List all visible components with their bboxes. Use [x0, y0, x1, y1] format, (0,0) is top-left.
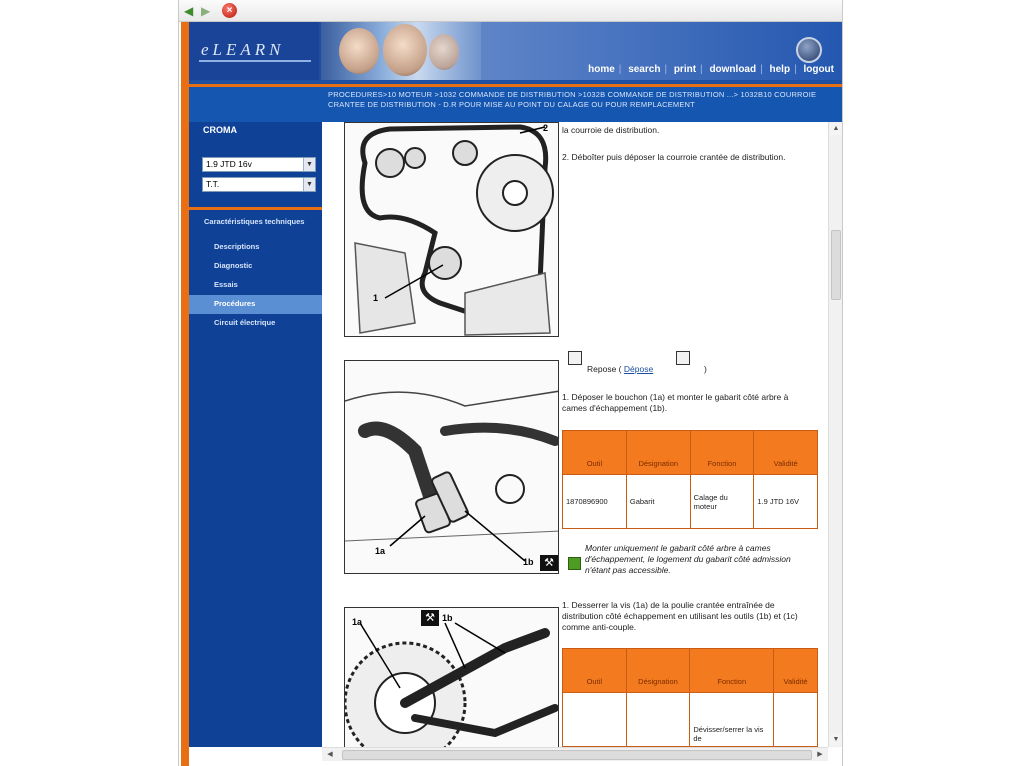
sidebar-item-diagnostic[interactable]: Diagnostic: [214, 261, 253, 270]
sidebar-item-caracteristiques[interactable]: Caractéristiques techniques: [204, 217, 305, 226]
sidebar-header: [189, 87, 322, 122]
depose-icon: [676, 351, 690, 365]
header-photo: [321, 22, 481, 80]
table-cell: Dévisser/serrer la vis de: [690, 693, 774, 747]
table-header: Validité: [754, 431, 818, 475]
tools-table: [562, 430, 818, 529]
brand-badge-icon: [796, 37, 822, 63]
table-cell: Calage du moteur: [690, 475, 754, 529]
scroll-thumb[interactable]: [342, 750, 812, 760]
table-header: Fonction: [690, 649, 774, 693]
wrench-icon: ⚒: [540, 555, 558, 571]
note-text: Monter uniquement le gabarit côté arbre à cames d'échappement, le logement du gabarit côté admission n'étant pas accessible.: [585, 543, 791, 575]
table-row: [563, 475, 818, 529]
table-cell: Gabarit: [626, 475, 690, 529]
forward-arrow-icon[interactable]: ▶: [201, 4, 211, 18]
left-orange-band: [181, 22, 189, 766]
repose-close: ): [704, 364, 707, 374]
sidebar-item-procedures[interactable]: Procédures: [189, 295, 322, 314]
chevron-down-icon[interactable]: ▼: [303, 178, 315, 191]
sidebar-menu: [189, 213, 322, 333]
step-text: 1. Desserrer la vis (1a) de la poulie crantée entraînée de distribution côté échappement en utilisant les outils (1b) et (1c) comme anti-couple.: [562, 600, 798, 632]
table-cell: 1870896900: [563, 475, 627, 529]
step-text: 1. Déposer le bouchon (1a) et monter le gabarit côté arbre à cames d'échappement (1b).: [562, 392, 789, 413]
sidebar: [189, 87, 322, 747]
table-cell: [774, 693, 818, 747]
model-title: CROMA: [203, 125, 237, 135]
table-cell: 1.9 JTD 16V: [754, 475, 818, 529]
table-row: [563, 693, 818, 747]
scroll-up-icon[interactable]: ▲: [830, 123, 842, 135]
callout-1b: 1b: [523, 557, 534, 567]
vertical-scrollbar[interactable]: [828, 122, 842, 747]
pulley-illustration: [345, 608, 559, 747]
print-link[interactable]: print: [673, 64, 697, 75]
face-image: [383, 24, 427, 76]
tools-table: [562, 648, 818, 747]
wrench-icon: ⚒: [421, 610, 439, 626]
step-text: 2. Déboîter puis déposer la courroie crantée de distribution.: [562, 152, 786, 162]
timing-belt-diagram: [344, 122, 559, 337]
back-arrow-icon[interactable]: ◀: [184, 4, 194, 18]
callout-1a: 1a: [375, 546, 386, 556]
table-header: Désignation: [626, 431, 690, 475]
scroll-right-icon[interactable]: ▶: [817, 751, 823, 758]
stop-icon[interactable]: ×: [222, 3, 237, 18]
browser-frame: [178, 0, 843, 766]
home-link[interactable]: home: [588, 64, 615, 75]
table-header: Outil: [563, 649, 627, 693]
table-header: Outil: [563, 431, 627, 475]
scroll-left-icon[interactable]: ◀: [327, 751, 333, 758]
step-text: la courroie de distribution.: [562, 125, 660, 135]
breadcrumb[interactable]: PROCEDURES>10 MOTEUR >1032 COMMANDE DE DISTRIBUTION >1032B COMMANDE DE DISTRIBUTION ...> 1032B10 COURROIE CRANTEE DE DISTRIBUTION - D.R POUR MISE AU POINT DU CALAGE OU POUR REMPLACEMENT: [322, 87, 842, 122]
type-select[interactable]: [202, 177, 316, 192]
scroll-thumb[interactable]: [831, 230, 841, 300]
logo-underline: [199, 60, 311, 62]
timing-belt-illustration: [345, 123, 559, 337]
callout-1b: 1b: [442, 613, 453, 623]
type-select-value: T.T.: [206, 179, 220, 189]
engine-select[interactable]: [202, 157, 316, 172]
pulley-diagram: [344, 607, 559, 747]
callout-2: 2: [543, 123, 549, 133]
camshaft-illustration: [345, 361, 559, 574]
camshaft-diagram: [344, 360, 559, 574]
table-cell: [563, 693, 627, 747]
table-header: Fonction: [690, 431, 754, 475]
table-header: Validité: [774, 649, 818, 693]
callout-1: 1: [373, 293, 379, 303]
top-navigation: home | search | print | download | help | logout: [588, 64, 834, 75]
engine-select-value: 1.9 JTD 16v: [206, 159, 252, 169]
table-header: Désignation: [626, 649, 690, 693]
scroll-down-icon[interactable]: ▼: [830, 734, 842, 746]
repose-icon: [568, 351, 582, 365]
chevron-down-icon[interactable]: ▼: [303, 158, 315, 171]
repose-label: Repose (: [587, 364, 622, 374]
horizontal-scrollbar[interactable]: [322, 747, 828, 761]
browser-toolbar: [179, 0, 842, 22]
sidebar-item-circuit[interactable]: Circuit électrique: [214, 318, 276, 327]
sidebar-item-descriptions[interactable]: Descriptions: [214, 242, 260, 251]
sidebar-item-essais[interactable]: Essais: [214, 280, 238, 289]
face-image: [429, 34, 459, 70]
elearn-logo[interactable]: eLEARN: [201, 40, 285, 59]
site-header: [189, 22, 842, 84]
help-link[interactable]: help: [769, 64, 791, 75]
note-icon: [568, 557, 581, 570]
search-link[interactable]: search: [628, 64, 661, 75]
download-link[interactable]: download: [709, 64, 757, 75]
table-cell: [626, 693, 690, 747]
repose-line: [587, 364, 807, 375]
depose-link[interactable]: Dépose: [623, 364, 654, 374]
logout-link[interactable]: logout: [803, 64, 834, 75]
callout-1a: 1a: [352, 617, 363, 627]
logo-area: [189, 22, 319, 80]
sidebar-divider: [189, 207, 322, 210]
face-image: [339, 28, 379, 74]
